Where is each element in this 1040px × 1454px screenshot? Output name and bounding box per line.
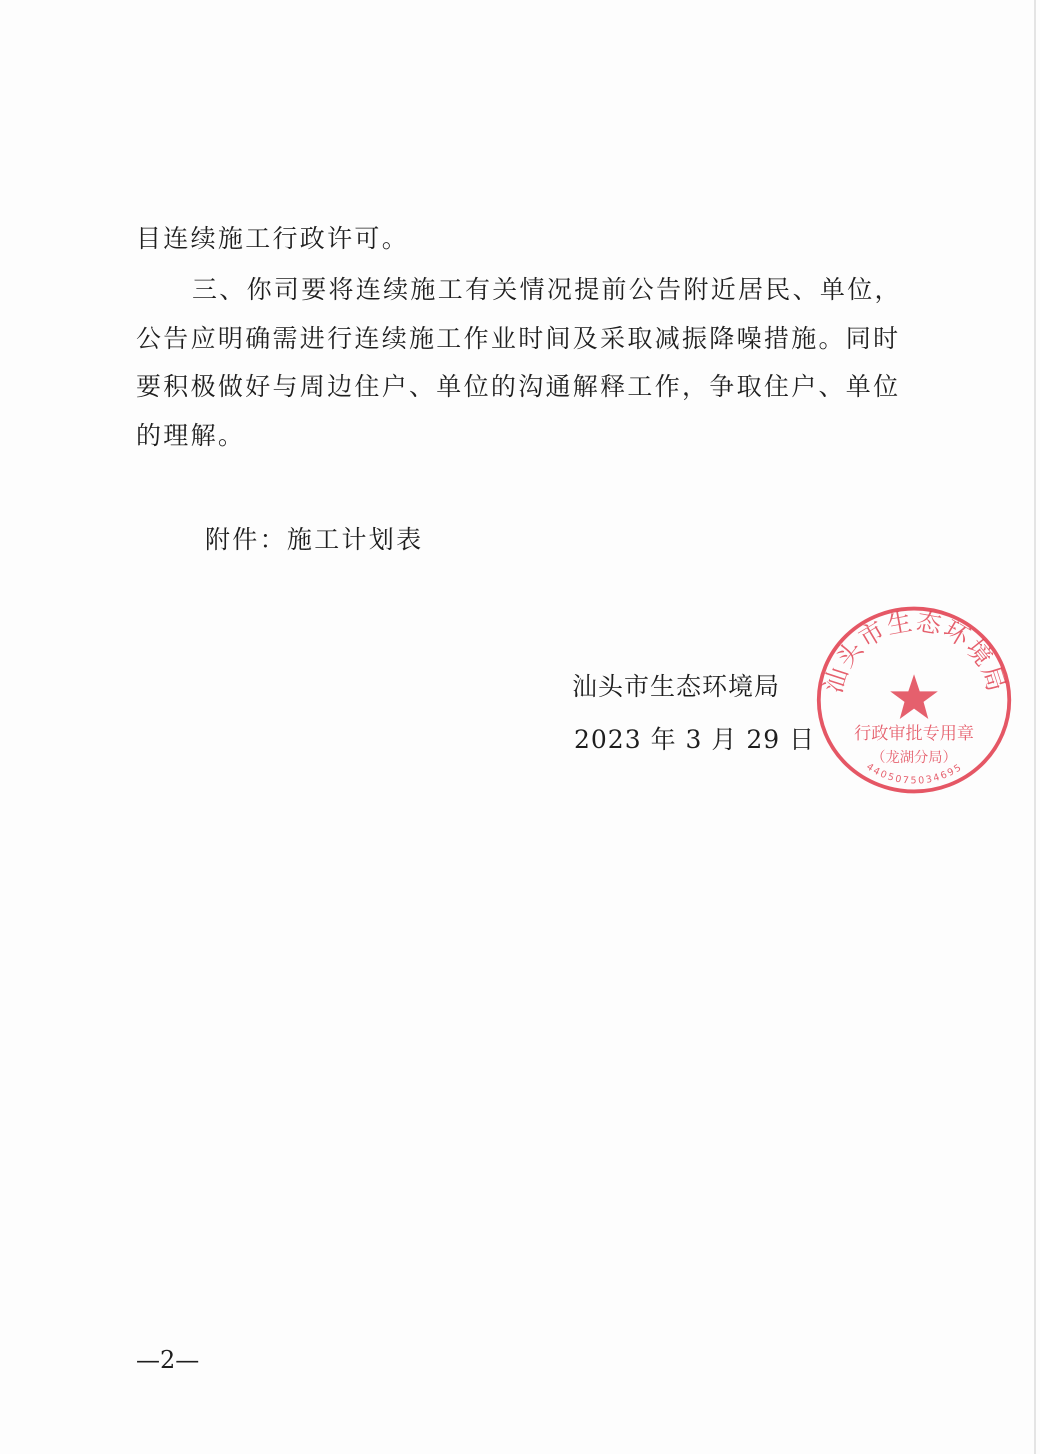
page-number: —2— — [136, 1346, 200, 1374]
seal-branch-text: （龙湖分局） — [871, 749, 957, 766]
body-line-1: 目连续施工行政许可。 — [136, 224, 410, 253]
seal-star-icon — [890, 674, 938, 719]
seal-bottom-text: 行政审批专用章 — [854, 724, 974, 745]
body-paragraph-3-line-4: 的理解。 — [136, 421, 246, 450]
signature-date: 2023 年 3 月 29 日 — [574, 725, 816, 754]
attachment-label: 附件：施工计划表 — [205, 525, 424, 554]
seal-top-text: 汕头市生态环境局 — [818, 606, 1012, 697]
scan-edge — [1034, 0, 1036, 1454]
seal-number: 4405075034695 — [864, 761, 965, 787]
body-paragraph-3-line-1: 三、你司要将连续施工有关情况提前公告附近居民、单位， — [192, 275, 902, 304]
body-paragraph-3-line-2: 公告应明确需进行连续施工作业时间及采取减振降噪措施。同时 — [136, 324, 901, 353]
signature-organization: 汕头市生态环境局 — [572, 672, 781, 701]
body-paragraph-3-line-3: 要积极做好与周边住户、单位的沟通解释工作，争取住户、单位 — [136, 372, 901, 401]
official-seal — [812, 600, 1017, 800]
